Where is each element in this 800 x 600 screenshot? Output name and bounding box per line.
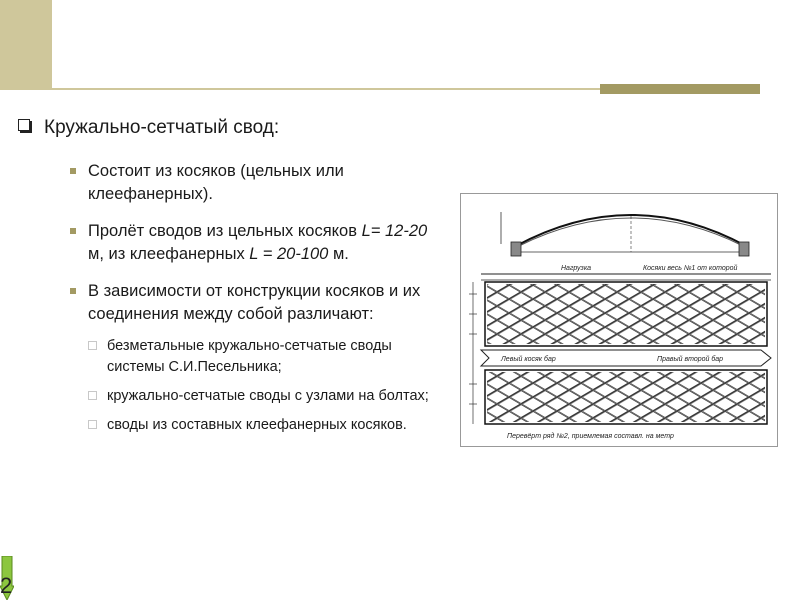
- sub-bullet-icon: [88, 341, 97, 350]
- label-right-rafter: Правый второй бар: [657, 356, 724, 363]
- label-left-rafter: Левый косяк бар: [501, 356, 556, 363]
- sub-bullet-text: кружально-сетчатые своды с узлами на болтах;: [107, 388, 429, 404]
- header-rule: [0, 88, 600, 90]
- sub-list-item: [88, 386, 440, 407]
- sub-bullet-icon: [88, 391, 97, 400]
- list-item: [70, 160, 440, 206]
- bullet-icon: [70, 228, 76, 234]
- bullet-text: В зависимости от конструкции косяков и их соединения между собой различают:: [88, 282, 421, 323]
- bullet-text: Пролёт сводов из цельных косяков L= 12-20 м, из клеефанерных L = 20-100 м.: [88, 222, 428, 263]
- list-item: [70, 220, 440, 266]
- bullet-icon: [70, 168, 76, 174]
- square-bullet-icon: [18, 119, 30, 131]
- bullet-text: Состоит из косяков (цельных или клеефанерных).: [88, 162, 344, 203]
- sub-bullet-text: безметальные кружально-сетчатые своды системы С.И.Песельника;: [107, 338, 392, 375]
- sub-bullet-icon: [88, 420, 97, 429]
- corner-decoration: [0, 0, 52, 88]
- sub-list-item: [88, 336, 440, 378]
- sub-list-item: [88, 415, 440, 436]
- left-support: [511, 242, 521, 256]
- page-number: 2: [0, 573, 13, 598]
- bullet-list: [70, 160, 440, 444]
- label-load: Нагрузка: [561, 265, 592, 272]
- sub-bullet-text: своды из составных клеефанерных косяков.: [107, 417, 407, 433]
- list-item: [70, 280, 440, 326]
- label-rafters: Косяки весь №1 от которой: [643, 265, 738, 272]
- slide-heading: Кружально-сетчатый свод:: [44, 117, 280, 138]
- sub-bullet-list: [88, 336, 440, 436]
- bullet-icon: [70, 288, 76, 294]
- vault-drawing: [461, 194, 777, 446]
- right-support: [739, 242, 749, 256]
- vault-drawing-figure: [460, 193, 778, 447]
- figure-caption: Перевёрт ряд №2, приемлемая составл. на метр: [507, 433, 674, 440]
- header-rule-accent: [600, 84, 760, 94]
- main-bullet: [18, 116, 458, 140]
